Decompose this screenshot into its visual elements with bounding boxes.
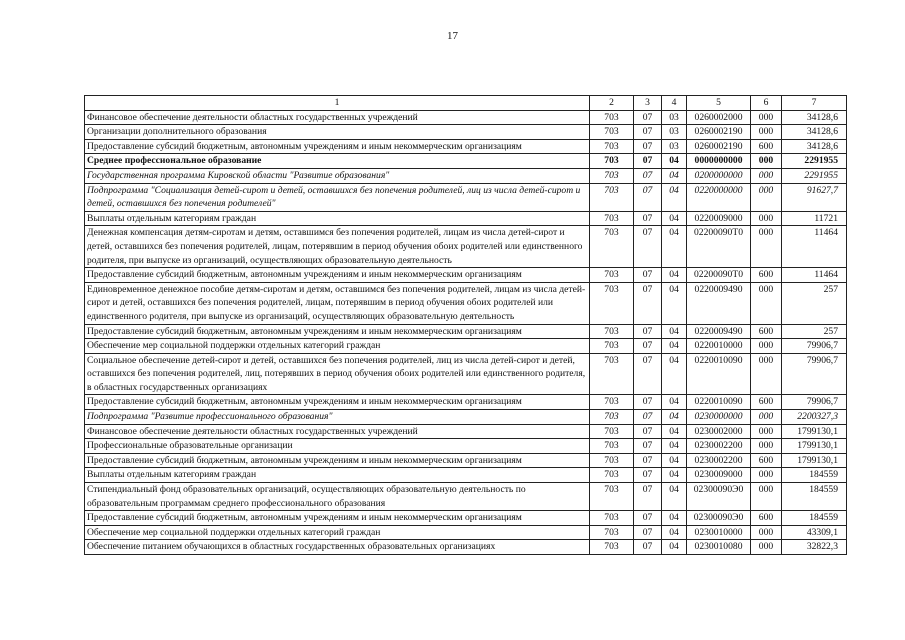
row-name-cell: Выплаты отдельным категориям граждан xyxy=(85,211,590,226)
expense-type-cell: 000 xyxy=(751,353,782,395)
amount-cell: 11464 xyxy=(782,226,847,268)
section-code-cell: 07 xyxy=(634,324,662,339)
row-name-cell: Финансовое обеспечение деятельности областных государственных учреждений xyxy=(85,424,590,439)
row-name-cell: Предоставление субсидий бюджетным, автономным учреждениям и иным некоммерческим организациям xyxy=(85,511,590,526)
section-code-cell: 07 xyxy=(634,226,662,268)
section-code-cell: 07 xyxy=(634,353,662,395)
admin-code-cell: 703 xyxy=(590,453,634,468)
table-row xyxy=(85,324,847,339)
target-article-cell: 02200090Т0 xyxy=(687,268,751,283)
section-code-cell: 07 xyxy=(634,139,662,154)
section-code-cell: 07 xyxy=(634,540,662,555)
table-row xyxy=(85,168,847,183)
table-row xyxy=(85,483,847,511)
amount-cell: 257 xyxy=(782,324,847,339)
table-body xyxy=(85,110,847,554)
expense-type-cell: 000 xyxy=(751,540,782,555)
expense-type-cell: 000 xyxy=(751,168,782,183)
target-article-cell: 0200000000 xyxy=(687,168,751,183)
admin-code-cell: 703 xyxy=(590,226,634,268)
subsection-code-cell: 04 xyxy=(662,339,687,354)
target-article-cell: 0230002000 xyxy=(687,424,751,439)
section-code-cell: 07 xyxy=(634,183,662,211)
admin-code-cell: 703 xyxy=(590,353,634,395)
section-code-cell: 07 xyxy=(634,410,662,425)
target-article-cell: 0220010090 xyxy=(687,395,751,410)
amount-cell: 43309,1 xyxy=(782,525,847,540)
subsection-code-cell: 04 xyxy=(662,268,687,283)
row-name-cell: Обеспечение мер социальной поддержки отдельных категорий граждан xyxy=(85,525,590,540)
amount-cell: 1799130,1 xyxy=(782,453,847,468)
expense-type-cell: 000 xyxy=(751,410,782,425)
table-row xyxy=(85,183,847,211)
table-row xyxy=(85,540,847,555)
amount-cell: 34128,6 xyxy=(782,110,847,125)
expense-type-cell: 000 xyxy=(751,226,782,268)
subsection-code-cell: 04 xyxy=(662,540,687,555)
amount-cell: 2291955 xyxy=(782,168,847,183)
subsection-code-cell: 04 xyxy=(662,483,687,511)
amount-cell: 34128,6 xyxy=(782,125,847,140)
row-name-cell: Обеспечение мер социальной поддержки отдельных категорий граждан xyxy=(85,339,590,354)
subsection-code-cell: 04 xyxy=(662,353,687,395)
row-name-cell: Профессиональные образовательные организации xyxy=(85,439,590,454)
admin-code-cell: 703 xyxy=(590,424,634,439)
amount-cell: 2291955 xyxy=(782,154,847,169)
target-article-cell: 0220010090 xyxy=(687,353,751,395)
target-article-cell: 0260002190 xyxy=(687,125,751,140)
table-row xyxy=(85,468,847,483)
row-name-cell: Подпрограмма "Развитие профессионального образования" xyxy=(85,410,590,425)
section-code-cell: 07 xyxy=(634,282,662,324)
table-row xyxy=(85,511,847,526)
subsection-code-cell: 04 xyxy=(662,226,687,268)
target-article-cell: 0230002200 xyxy=(687,439,751,454)
amount-cell: 184559 xyxy=(782,511,847,526)
subsection-code-cell: 04 xyxy=(662,424,687,439)
row-name-cell: Финансовое обеспечение деятельности областных государственных учреждений xyxy=(85,110,590,125)
admin-code-cell: 703 xyxy=(590,211,634,226)
table-row xyxy=(85,339,847,354)
section-code-cell: 07 xyxy=(634,168,662,183)
section-code-cell: 07 xyxy=(634,453,662,468)
table-row xyxy=(85,226,847,268)
subsection-code-cell: 04 xyxy=(662,395,687,410)
admin-code-cell: 703 xyxy=(590,468,634,483)
subsection-code-cell: 04 xyxy=(662,183,687,211)
expense-type-cell: 000 xyxy=(751,211,782,226)
target-article-cell: 0230010080 xyxy=(687,540,751,555)
section-code-cell: 07 xyxy=(634,439,662,454)
admin-code-cell: 703 xyxy=(590,339,634,354)
amount-cell: 34128,6 xyxy=(782,139,847,154)
subsection-code-cell: 04 xyxy=(662,211,687,226)
subsection-code-cell: 04 xyxy=(662,410,687,425)
subsection-code-cell: 04 xyxy=(662,468,687,483)
expense-type-cell: 000 xyxy=(751,154,782,169)
amount-cell: 184559 xyxy=(782,468,847,483)
table-row xyxy=(85,439,847,454)
target-article-cell: 0230010000 xyxy=(687,525,751,540)
subsection-code-cell: 03 xyxy=(662,110,687,125)
budget-table xyxy=(84,95,847,555)
admin-code-cell: 703 xyxy=(590,324,634,339)
row-name-cell: Организации дополнительного образования xyxy=(85,125,590,140)
table-row xyxy=(85,282,847,324)
row-name-cell: Предоставление субсидий бюджетным, автономным учреждениям и иным некоммерческим организациям xyxy=(85,268,590,283)
expense-type-cell: 000 xyxy=(751,125,782,140)
expense-type-cell: 600 xyxy=(751,395,782,410)
admin-code-cell: 703 xyxy=(590,525,634,540)
table-row xyxy=(85,525,847,540)
expense-type-cell: 600 xyxy=(751,324,782,339)
target-article-cell: 0220009000 xyxy=(687,211,751,226)
target-article-cell: 0230000000 xyxy=(687,410,751,425)
row-name-cell: Стипендиальный фонд образовательных организаций, осуществляющих образовательную деятельность по образовательным программам среднего профессионального образования xyxy=(85,483,590,511)
expense-type-cell: 000 xyxy=(751,424,782,439)
amount-cell: 11464 xyxy=(782,268,847,283)
table-row xyxy=(85,139,847,154)
subsection-code-cell: 04 xyxy=(662,511,687,526)
amount-cell: 79906,7 xyxy=(782,339,847,354)
row-name-cell: Предоставление субсидий бюджетным, автономным учреждениям и иным некоммерческим организациям xyxy=(85,453,590,468)
table-row xyxy=(85,353,847,395)
amount-cell: 32822,3 xyxy=(782,540,847,555)
section-code-cell: 07 xyxy=(634,154,662,169)
subsection-code-cell: 04 xyxy=(662,439,687,454)
column-header: 6 xyxy=(751,96,782,111)
target-article-cell: 02300090Э0 xyxy=(687,483,751,511)
subsection-code-cell: 03 xyxy=(662,125,687,140)
expense-type-cell: 000 xyxy=(751,468,782,483)
table-row xyxy=(85,453,847,468)
section-code-cell: 07 xyxy=(634,125,662,140)
section-code-cell: 07 xyxy=(634,483,662,511)
target-article-cell: 0230002200 xyxy=(687,453,751,468)
section-code-cell: 07 xyxy=(634,110,662,125)
expense-type-cell: 000 xyxy=(751,339,782,354)
table-row xyxy=(85,125,847,140)
column-header: 7 xyxy=(782,96,847,111)
admin-code-cell: 703 xyxy=(590,282,634,324)
row-name-cell: Среднее профессиональное образование xyxy=(85,154,590,169)
admin-code-cell: 703 xyxy=(590,183,634,211)
admin-code-cell: 703 xyxy=(590,154,634,169)
amount-cell: 79906,7 xyxy=(782,395,847,410)
row-name-cell: Единовременное денежное пособие детям-сиротам и детям, оставшимся без попечения родителей, лицам из числа детей-сирот и детей, оставшихся без попечения родителей, лицам, потерявшим в период обучения обоих родителей или единственного родителя, при выпуске из организаций, осуществляющих образовательную деятельность xyxy=(85,282,590,324)
expense-type-cell: 000 xyxy=(751,282,782,324)
page-number: 17 xyxy=(447,30,458,42)
subsection-code-cell: 04 xyxy=(662,324,687,339)
table-row xyxy=(85,395,847,410)
admin-code-cell: 703 xyxy=(590,439,634,454)
header-row xyxy=(85,96,847,111)
admin-code-cell: 703 xyxy=(590,483,634,511)
row-name-cell: Подпрограмма "Социализация детей-сирот и детей, оставшихся без попечения родителей, лиц из числа детей-сирот и детей, оставшихся без попечения родителей" xyxy=(85,183,590,211)
amount-cell: 79906,7 xyxy=(782,353,847,395)
expense-type-cell: 600 xyxy=(751,453,782,468)
table-row xyxy=(85,410,847,425)
target-article-cell: 0220000000 xyxy=(687,183,751,211)
amount-cell: 1799130,1 xyxy=(782,439,847,454)
column-header: 3 xyxy=(634,96,662,111)
section-code-cell: 07 xyxy=(634,424,662,439)
column-header: 5 xyxy=(687,96,751,111)
amount-cell: 184559 xyxy=(782,483,847,511)
table-row xyxy=(85,424,847,439)
row-name-cell: Социальное обеспечение детей-сирот и детей, оставшихся без попечения родителей, лиц из числа детей-сирот и детей, оставшихся без попечения родителей, лиц, потерявших в период обучения обоих родителей или единственного родителя, в областных государственных организациях xyxy=(85,353,590,395)
section-code-cell: 07 xyxy=(634,525,662,540)
row-name-cell: Предоставление субсидий бюджетным, автономным учреждениям и иным некоммерческим организациям xyxy=(85,395,590,410)
subsection-code-cell: 04 xyxy=(662,453,687,468)
target-article-cell: 0220009490 xyxy=(687,282,751,324)
expense-type-cell: 000 xyxy=(751,110,782,125)
admin-code-cell: 703 xyxy=(590,395,634,410)
admin-code-cell: 703 xyxy=(590,139,634,154)
expense-type-cell: 000 xyxy=(751,439,782,454)
row-name-cell: Денежная компенсация детям-сиротам и детям, оставшимся без попечения родителей, лицам из числа детей-сирот и детей, оставшихся без попечения родителей, лицам, потерявшим в период обучения обоих родителей или единственного родителя, при выпуске из организаций, осуществляющих образовательную деятельность xyxy=(85,226,590,268)
admin-code-cell: 703 xyxy=(590,125,634,140)
target-article-cell: 0220010000 xyxy=(687,339,751,354)
section-code-cell: 07 xyxy=(634,511,662,526)
expense-type-cell: 000 xyxy=(751,183,782,211)
amount-cell: 2200327,3 xyxy=(782,410,847,425)
column-header: 4 xyxy=(662,96,687,111)
table-row xyxy=(85,268,847,283)
expense-type-cell: 600 xyxy=(751,511,782,526)
expense-type-cell: 000 xyxy=(751,483,782,511)
column-header: 1 xyxy=(85,96,590,111)
row-name-cell: Государственная программа Кировской области "Развитие образования" xyxy=(85,168,590,183)
target-article-cell: 0230009000 xyxy=(687,468,751,483)
target-article-cell: 0260002000 xyxy=(687,110,751,125)
column-header: 2 xyxy=(590,96,634,111)
subsection-code-cell: 03 xyxy=(662,139,687,154)
table-row xyxy=(85,211,847,226)
admin-code-cell: 703 xyxy=(590,268,634,283)
amount-cell: 91627,7 xyxy=(782,183,847,211)
expense-type-cell: 600 xyxy=(751,268,782,283)
admin-code-cell: 703 xyxy=(590,511,634,526)
table-row xyxy=(85,110,847,125)
expense-type-cell: 600 xyxy=(751,139,782,154)
amount-cell: 257 xyxy=(782,282,847,324)
section-code-cell: 07 xyxy=(634,339,662,354)
admin-code-cell: 703 xyxy=(590,410,634,425)
admin-code-cell: 703 xyxy=(590,110,634,125)
row-name-cell: Выплаты отдельным категориям граждан xyxy=(85,468,590,483)
row-name-cell: Предоставление субсидий бюджетным, автономным учреждениям и иным некоммерческим организациям xyxy=(85,324,590,339)
amount-cell: 1799130,1 xyxy=(782,424,847,439)
table-row xyxy=(85,154,847,169)
section-code-cell: 07 xyxy=(634,268,662,283)
target-article-cell: 02300090Э0 xyxy=(687,511,751,526)
amount-cell: 11721 xyxy=(782,211,847,226)
admin-code-cell: 703 xyxy=(590,168,634,183)
target-article-cell: 0260002190 xyxy=(687,139,751,154)
row-name-cell: Предоставление субсидий бюджетным, автономным учреждениям и иным некоммерческим организациям xyxy=(85,139,590,154)
subsection-code-cell: 04 xyxy=(662,525,687,540)
subsection-code-cell: 04 xyxy=(662,154,687,169)
subsection-code-cell: 04 xyxy=(662,282,687,324)
target-article-cell: 02200090Т0 xyxy=(687,226,751,268)
subsection-code-cell: 04 xyxy=(662,168,687,183)
target-article-cell: 0220009490 xyxy=(687,324,751,339)
expense-type-cell: 000 xyxy=(751,525,782,540)
section-code-cell: 07 xyxy=(634,211,662,226)
target-article-cell: 0000000000 xyxy=(687,154,751,169)
admin-code-cell: 703 xyxy=(590,540,634,555)
section-code-cell: 07 xyxy=(634,468,662,483)
row-name-cell: Обеспечение питанием обучающихся в областных государственных образовательных организациях xyxy=(85,540,590,555)
section-code-cell: 07 xyxy=(634,395,662,410)
